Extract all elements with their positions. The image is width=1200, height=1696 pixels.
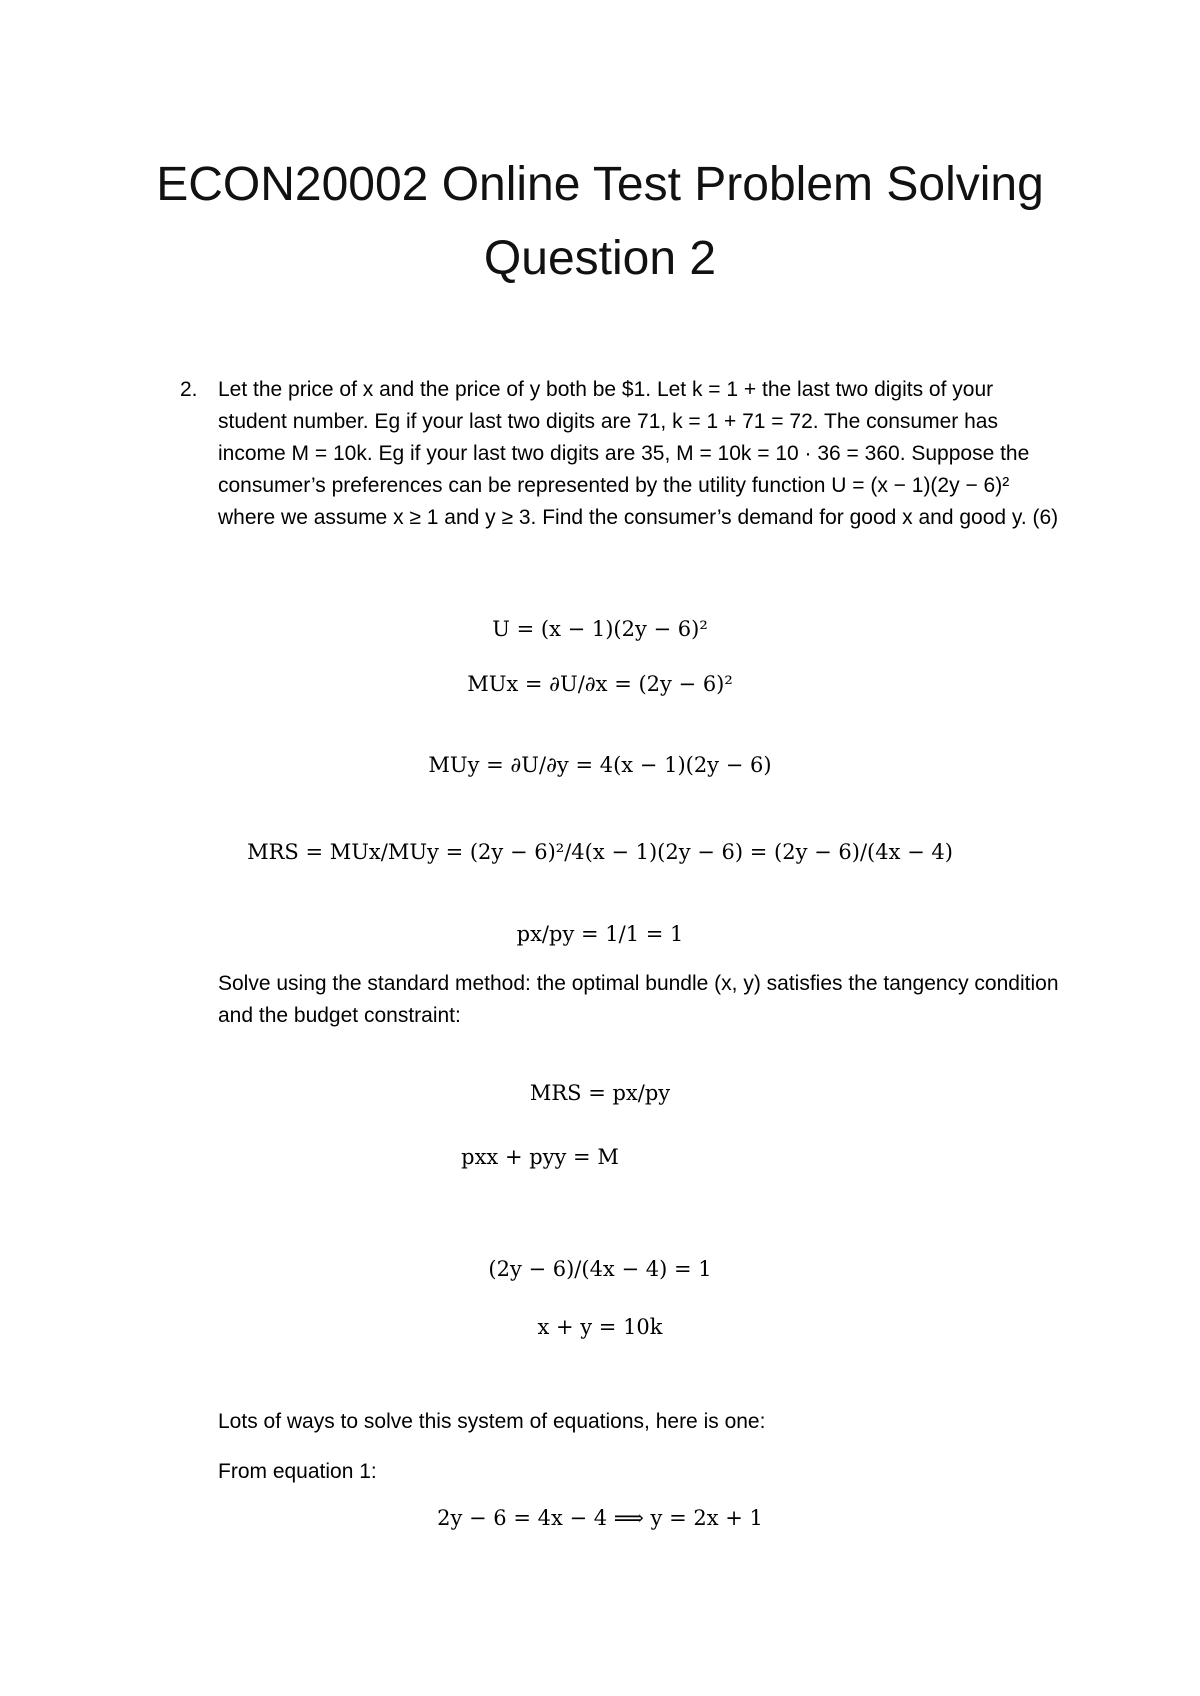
equation-price-ratio-text: px/py = 1/1 = 1 [516,922,684,946]
title-line-1: ECON20002 Online Test Problem Solving [156,158,1044,211]
ways-text: Lots of ways to solve this system of equations, here is one: [218,1410,766,1433]
equation-muy [0,753,1200,777]
equation-mux [0,672,1200,696]
equation-utility [0,617,1200,641]
equation-budget [0,1145,1140,1169]
method-text: Solve using the standard method: the optimal bundle (x, y) satisfies the tangency condition and the budget constraint: [218,972,1059,1027]
equation-budget-text: pxx + pyy = M [461,1145,619,1169]
from-eq1-label: From equation 1: [218,1460,377,1483]
equation-mrs [0,840,1200,864]
equation-utility-text: U = (x − 1)(2y − 6)² [492,617,708,641]
equation-system-2-text: x + y = 10k [537,1315,663,1339]
equation-from-eq1-text: 2y − 6 = 4x − 4 ⟹ y = 2x + 1 [437,1506,763,1530]
question-block [180,374,1060,534]
equation-price-ratio [0,922,1200,946]
equation-muy-text: MUy = ∂U/∂y = 4(x − 1)(2y − 6) [428,753,772,777]
title-line-2: Question 2 [483,232,717,285]
equation-system-1-text: (2y − 6)/(4x − 4) = 1 [488,1257,712,1281]
equation-system-1 [0,1257,1200,1281]
page-title [0,148,1200,296]
equation-mrs-text: MRS = MUx/MUy = (2y − 6)²/4(x − 1)(2y − 6) = (2y − 6)/(4x − 4) [247,840,953,864]
equation-tangency-text: MRS = px/py [529,1081,671,1105]
equation-mux-text: MUx = ∂U/∂x = (2y − 6)² [467,672,733,696]
equation-from-eq1 [0,1506,1200,1530]
equation-system-2 [0,1315,1200,1339]
question-body: Let the price of x and the price of y both be $1. Let k = 1 + the last two digits of your student number. Eg if your last two digits are 71, k = 1 + 71 = 72. The consumer has income M = 10k. Eg if your last two digits are 35, M = 10k = 10 · 36 = 360. Suppose the consumer’s preferences can be represented by the utility function U = (x − 1)(2y − 6)² where we assume x ≥ 1 and y ≥ 3. Find the consumer’s demand for good x and good y. (6) [218,378,1059,529]
question-number: 2. [180,378,198,401]
equation-tangency [0,1081,1200,1105]
